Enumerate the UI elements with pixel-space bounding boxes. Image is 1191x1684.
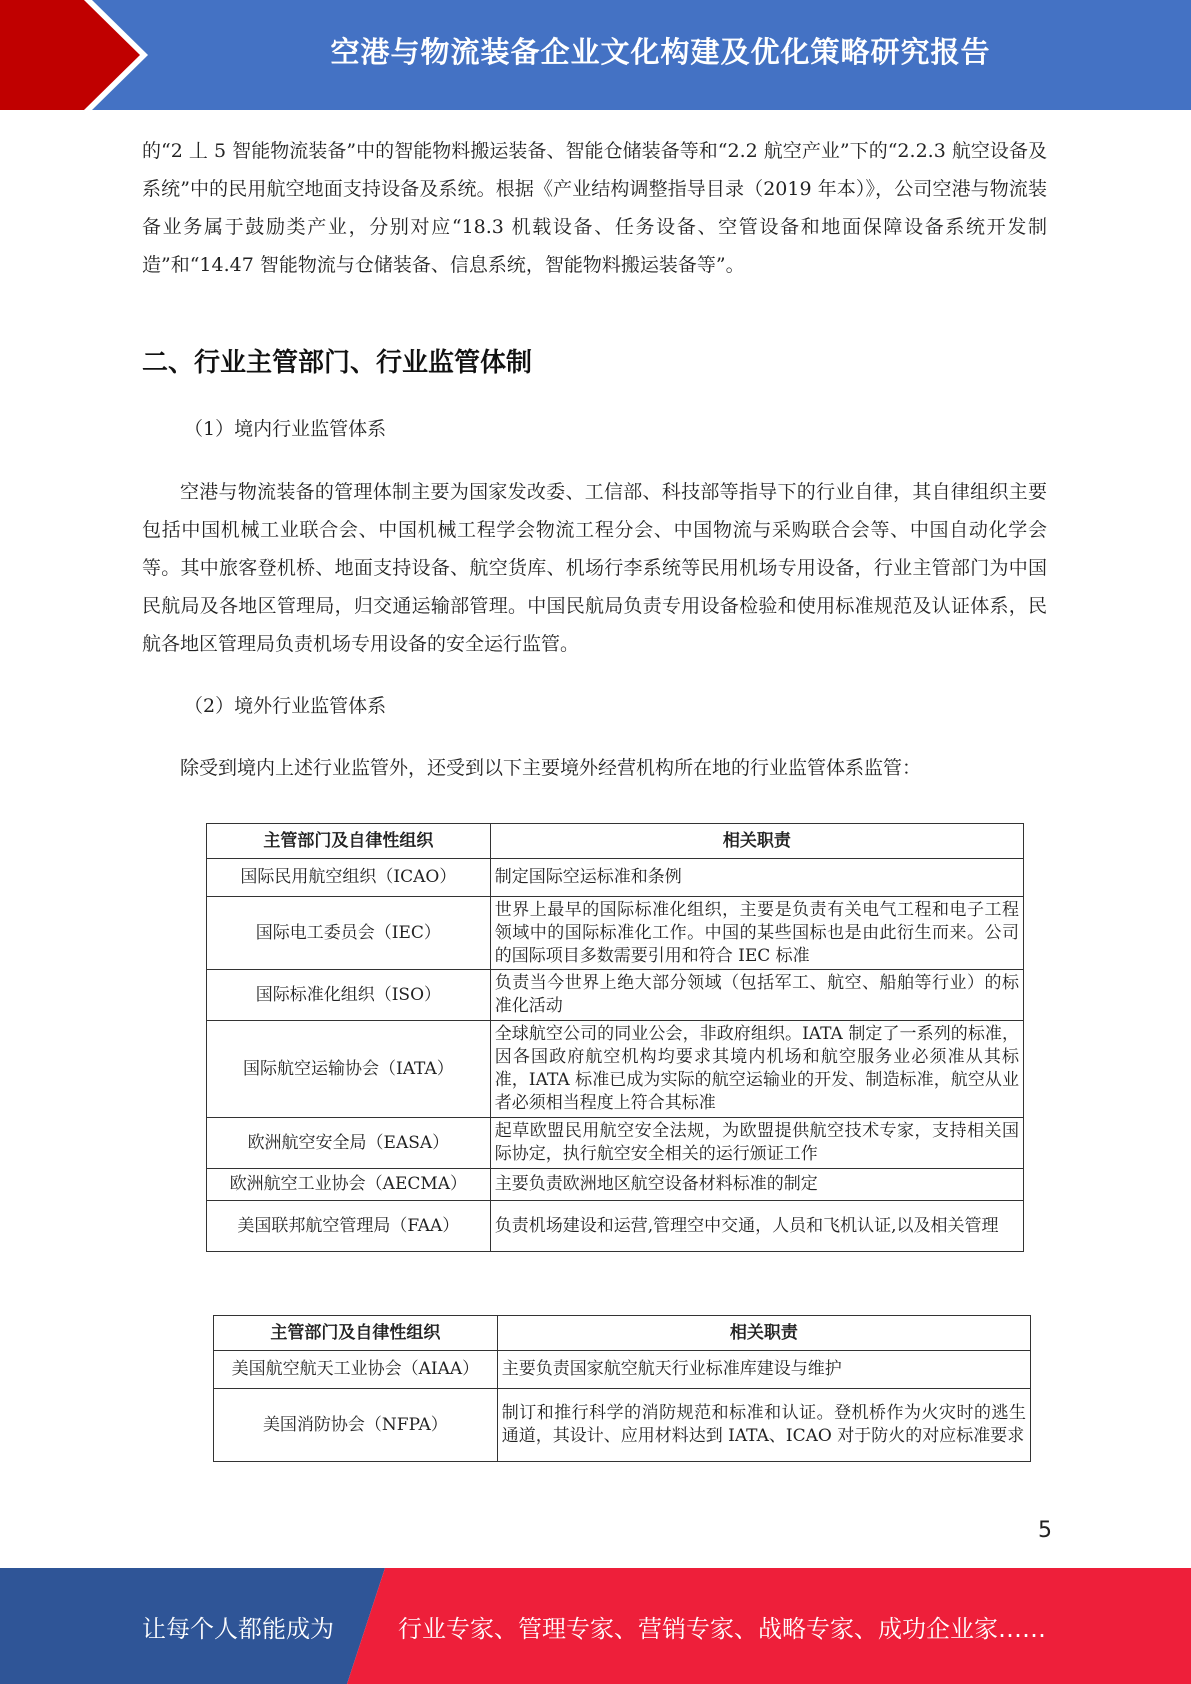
- footer-slogan-right: 行业专家、管理专家、营销专家、战略专家、成功企业家……: [398, 1614, 1046, 1643]
- domestic-section: [142, 473, 1047, 663]
- header-arrow-decoration: [0, 0, 150, 110]
- table-row: [207, 1021, 1024, 1118]
- table-row: [214, 1351, 1031, 1389]
- table-cell-duty: 主要负责欧洲地区航空设备材料标准的制定: [490, 1169, 1023, 1201]
- table-row: [214, 1389, 1031, 1462]
- header-title: 空港与物流装备企业文化构建及优化策略研究报告: [330, 34, 991, 69]
- footer-slogan-left: 让每个人都能成为: [142, 1614, 334, 1643]
- table-cell-duty: 负责机场建设和运营,管理空中交通，人员和飞机认证,以及相关管理: [490, 1201, 1023, 1252]
- intro-paragraph: 的“2 丄 5 智能物流装备”中的智能物料搬运装备、智能仓储装备等和“2.2 航空产业”下的“2.2.3 航空设备及系统”中的民用航空地面支持设备及系统。根据《产业结构调整指导目录（2019 年本）》，公司空港与物流装备业务属于鼓励类产业，分别对应“18.3 机载设备、任务设备、空管设备和地面保障设备系统开发制造”和“14.47 智能物流与仓储装备、信息系统，智能物料搬运装备等”。: [142, 140, 1047, 276]
- table-row: [207, 970, 1024, 1021]
- table-row: [207, 1118, 1024, 1169]
- table-header-row: [207, 824, 1024, 859]
- table-row: [207, 1169, 1024, 1201]
- table-row: [207, 897, 1024, 970]
- overseas-heading: （2）境外行业监管体系: [184, 695, 387, 717]
- table-header-org: 主管部门及自律性组织: [207, 824, 491, 859]
- domestic-heading: （1）境内行业监管体系: [184, 418, 387, 440]
- table-cell-org: 国际航空运输协会（IATA）: [207, 1021, 491, 1118]
- table-header-org: 主管部门及自律性组织: [214, 1316, 498, 1351]
- table-cell-duty: 负责当今世界上绝大部分领域（包括军工、航空、船舶等行业）的标准化活动: [490, 970, 1023, 1021]
- table-cell-org: 美国联邦航空管理局（FAA）: [207, 1201, 491, 1252]
- table-header-duty: 相关职责: [490, 824, 1023, 859]
- section-heading: 二、行业主管部门、行业监管体制: [142, 348, 533, 378]
- table-cell-duty: 世界上最早的国际标准化组织，主要是负责有关电气工程和电子工程领域中的国际标准化工作。中国的某些国标也是由此衍生而来。公司的国际项目多数需要引用和符合 IEC 标准: [490, 897, 1023, 970]
- table-cell-duty: 制定国际空运标准和条例: [490, 859, 1023, 897]
- page-header: [0, 0, 1191, 110]
- table-cell-duty: 起草欧盟民用航空安全法规，为欧盟提供航空技术专家，支持相关国际协定，执行航空安全相关的运行颁证工作: [490, 1118, 1023, 1169]
- page-footer: [0, 1568, 1191, 1684]
- table-cell-duty: 制订和推行科学的消防规范和标准和认证。登机桥作为火灾时的逃生通道，其设计、应用材料达到 IATA、ICAO 对于防火的对应标准要求: [497, 1389, 1030, 1462]
- table-cell-org: 国际民用航空组织（ICAO）: [207, 859, 491, 897]
- regulator-table-1: [206, 823, 1024, 1252]
- table-cell-duty: 全球航空公司的同业公会，非政府组织。IATA 制定了一系列的标准，因各国政府航空机构均要求其境内机场和航空服务业必须准从其标准，IATA 标准已成为实际的航空运输业的开发、制造标准，航空从业者必须相当程度上符合其标准: [490, 1021, 1023, 1118]
- table-cell-org: 美国航空航天工业协会（AIAA）: [214, 1351, 498, 1389]
- page-number: 5: [1038, 1518, 1052, 1543]
- table-cell-org: 国际标准化组织（ISO）: [207, 970, 491, 1021]
- overseas-paragraph: 除受到境内上述行业监管外，还受到以下主要境外经营机构所在地的行业监管体系监管：: [180, 757, 922, 779]
- intro-section: [142, 132, 1047, 284]
- table-cell-org: 美国消防协会（NFPA）: [214, 1389, 498, 1462]
- table-header-row: [214, 1316, 1031, 1351]
- table-header-duty: 相关职责: [497, 1316, 1030, 1351]
- domestic-paragraph: 空港与物流装备的管理体制主要为国家发改委、工信部、科技部等指导下的行业自律，其自律组织主要包括中国机械工业联合会、中国机械工程学会物流工程分会、中国物流与采购联合会等、中国自动化学会等。其中旅客登机桥、地面支持设备、航空货库、机场行李系统等民用机场专用设备，行业主管部门为中国民航局及各地区管理局，归交通运输部管理。中国民航局负责专用设备检验和使用标准规范及认证体系，民航各地区管理局负责机场专用设备的安全运行监管。: [142, 481, 1047, 655]
- table-cell-org: 欧洲航空安全局（EASA）: [207, 1118, 491, 1169]
- table-row: [207, 859, 1024, 897]
- overseas-section: [142, 749, 1047, 787]
- table-cell-org: 国际电工委员会（IEC）: [207, 897, 491, 970]
- table-cell-duty: 主要负责国家航空航天行业标准库建设与维护: [497, 1351, 1030, 1389]
- table-cell-org: 欧洲航空工业协会（AECMA）: [207, 1169, 491, 1201]
- table-row: [207, 1201, 1024, 1252]
- regulator-table-2: [213, 1315, 1031, 1462]
